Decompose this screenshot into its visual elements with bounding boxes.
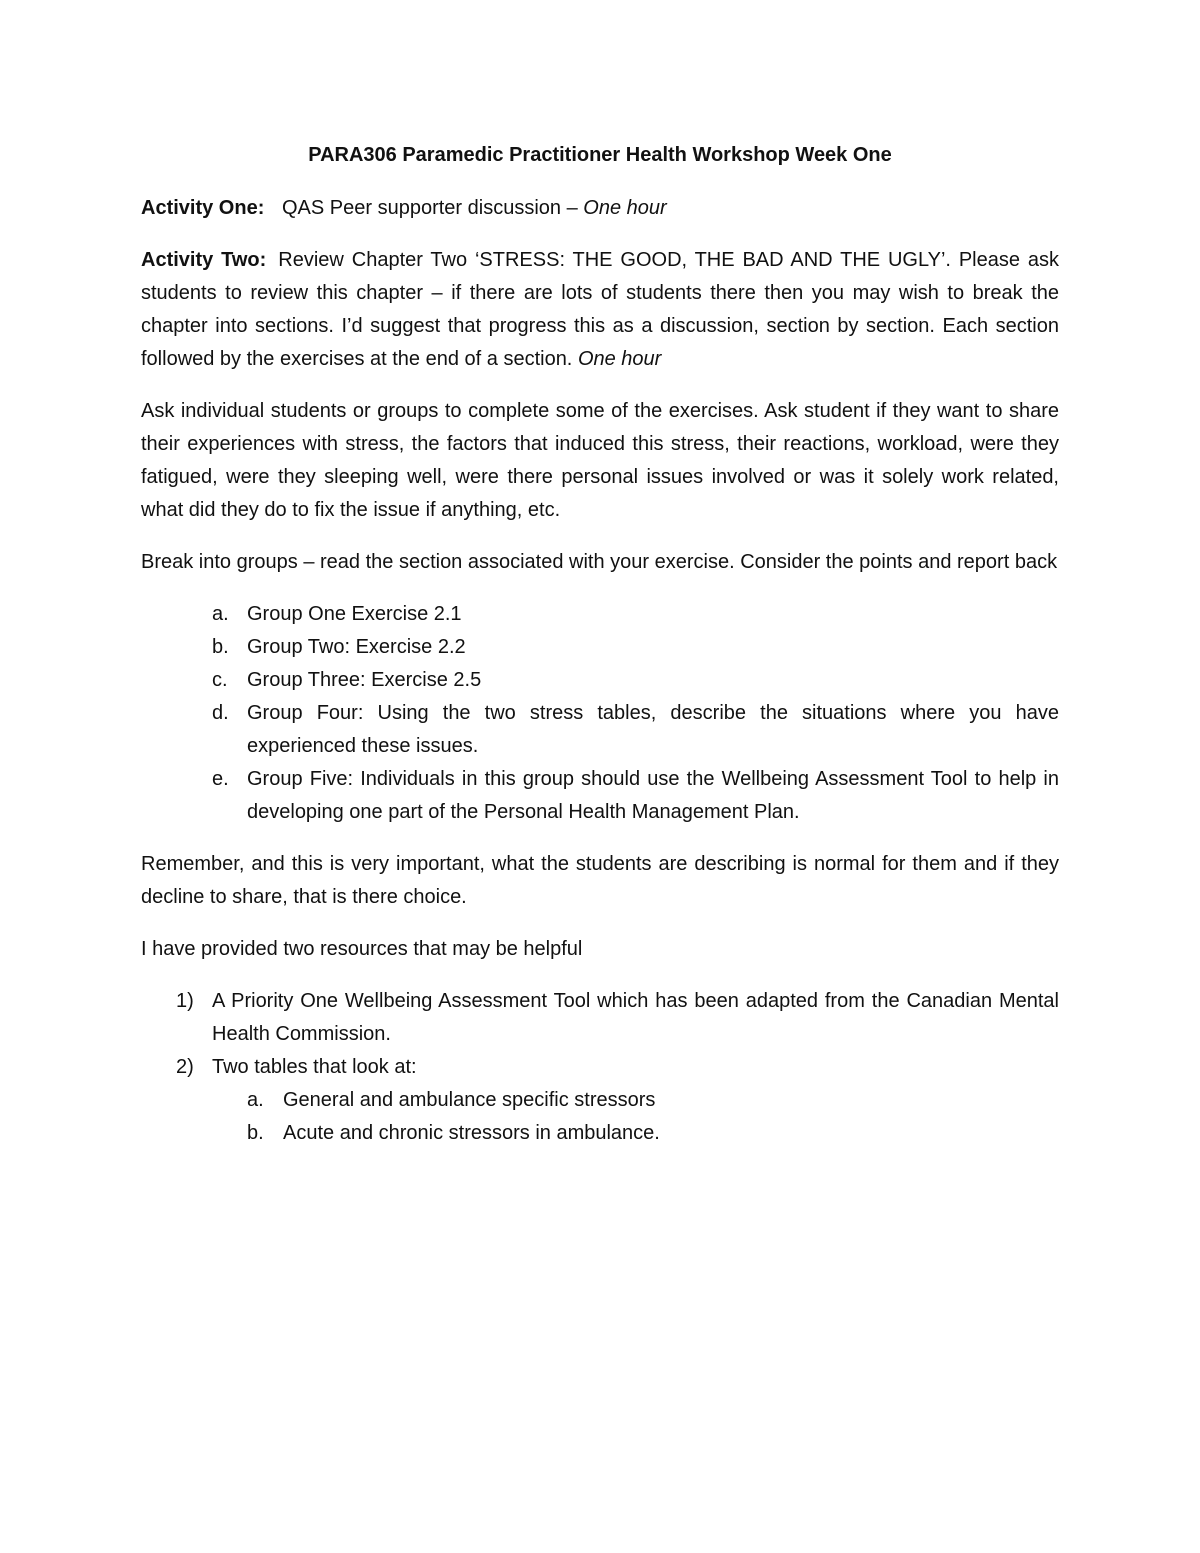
list-marker: c. bbox=[212, 669, 228, 691]
list-item bbox=[141, 1051, 1059, 1150]
resources-intro-paragraph: I have provided two resources that may be helpful bbox=[141, 938, 583, 960]
resource-sub-list bbox=[212, 1084, 1059, 1150]
list-item-text: Group Five: Individuals in this group should use the Wellbeing Assessment Tool to help in developing one part of the Personal Health Management Plan. bbox=[247, 768, 1059, 823]
activity-one-label: Activity One: bbox=[141, 197, 265, 219]
list-item-text: Group Three: Exercise 2.5 bbox=[247, 669, 482, 691]
group-exercise-list bbox=[141, 598, 1059, 829]
activity-two-paragraph bbox=[141, 244, 1059, 376]
remember-paragraph: Remember, and this is very important, what the students are describing is normal for them and if they decline to share, that is there choice. bbox=[141, 853, 1059, 908]
list-marker: d. bbox=[212, 702, 229, 724]
list-item bbox=[141, 664, 1059, 697]
document-page bbox=[141, 139, 1059, 1150]
break-into-groups-paragraph: Break into groups – read the section associated with your exercise. Consider the points and report back bbox=[141, 551, 1058, 573]
list-marker: a. bbox=[247, 1089, 264, 1111]
list-item bbox=[141, 631, 1059, 664]
list-item bbox=[141, 697, 1059, 763]
list-item-text: General and ambulance specific stressors bbox=[283, 1089, 656, 1111]
list-item-text: Acute and chronic stressors in ambulance. bbox=[283, 1122, 660, 1144]
list-item-text: Two tables that look at: bbox=[212, 1056, 417, 1078]
document-title: PARA306 Paramedic Practitioner Health Workshop Week One bbox=[308, 144, 892, 166]
list-item bbox=[212, 1084, 1059, 1117]
activity-one-duration: One hour bbox=[583, 197, 667, 219]
activity-one-paragraph bbox=[141, 192, 1059, 225]
activity-two-duration: One hour bbox=[577, 348, 662, 370]
list-marker: b. bbox=[212, 636, 229, 658]
list-item-text: Group One Exercise 2.1 bbox=[247, 603, 462, 625]
list-marker: a. bbox=[212, 603, 229, 625]
activity-two-text: Review Chapter Two ‘STRESS: THE GOOD, THE BAD AND THE UGLY’. Please ask students to review this chapter – if there are lots of students there then you may wish to break the chapter into sections. I’d suggest that progress this as a discussion, section by section. Each section followed by the exercises at the end of a section. bbox=[141, 249, 1059, 370]
list-marker: 1) bbox=[176, 990, 194, 1012]
list-item-text: Group Two: Exercise 2.2 bbox=[247, 636, 466, 658]
list-marker: b. bbox=[247, 1122, 264, 1144]
individual-exercises-paragraph: Ask individual students or groups to complete some of the exercises. Ask student if they want to share their experiences with stress, the factors that induced this stress, their reactions, workload, were they fatigued, were they sleeping well, were there personal issues involved or was it solely work related, what did they do to fix the issue if anything, etc. bbox=[141, 400, 1059, 521]
list-item bbox=[141, 763, 1059, 829]
list-item-text: A Priority One Wellbeing Assessment Tool which has been adapted from the Canadian Mental Health Commission. bbox=[212, 990, 1059, 1045]
activity-two-label: Activity Two: bbox=[141, 249, 267, 271]
activity-one-text: QAS Peer supporter discussion – bbox=[282, 197, 584, 219]
resource-list bbox=[141, 985, 1059, 1150]
list-item bbox=[141, 985, 1059, 1051]
list-item-text: Group Four: Using the two stress tables, describe the situations where you have experienced these issues. bbox=[247, 702, 1059, 757]
list-item bbox=[141, 598, 1059, 631]
list-item bbox=[212, 1117, 1059, 1150]
list-marker: 2) bbox=[176, 1056, 194, 1078]
list-marker: e. bbox=[212, 768, 229, 790]
